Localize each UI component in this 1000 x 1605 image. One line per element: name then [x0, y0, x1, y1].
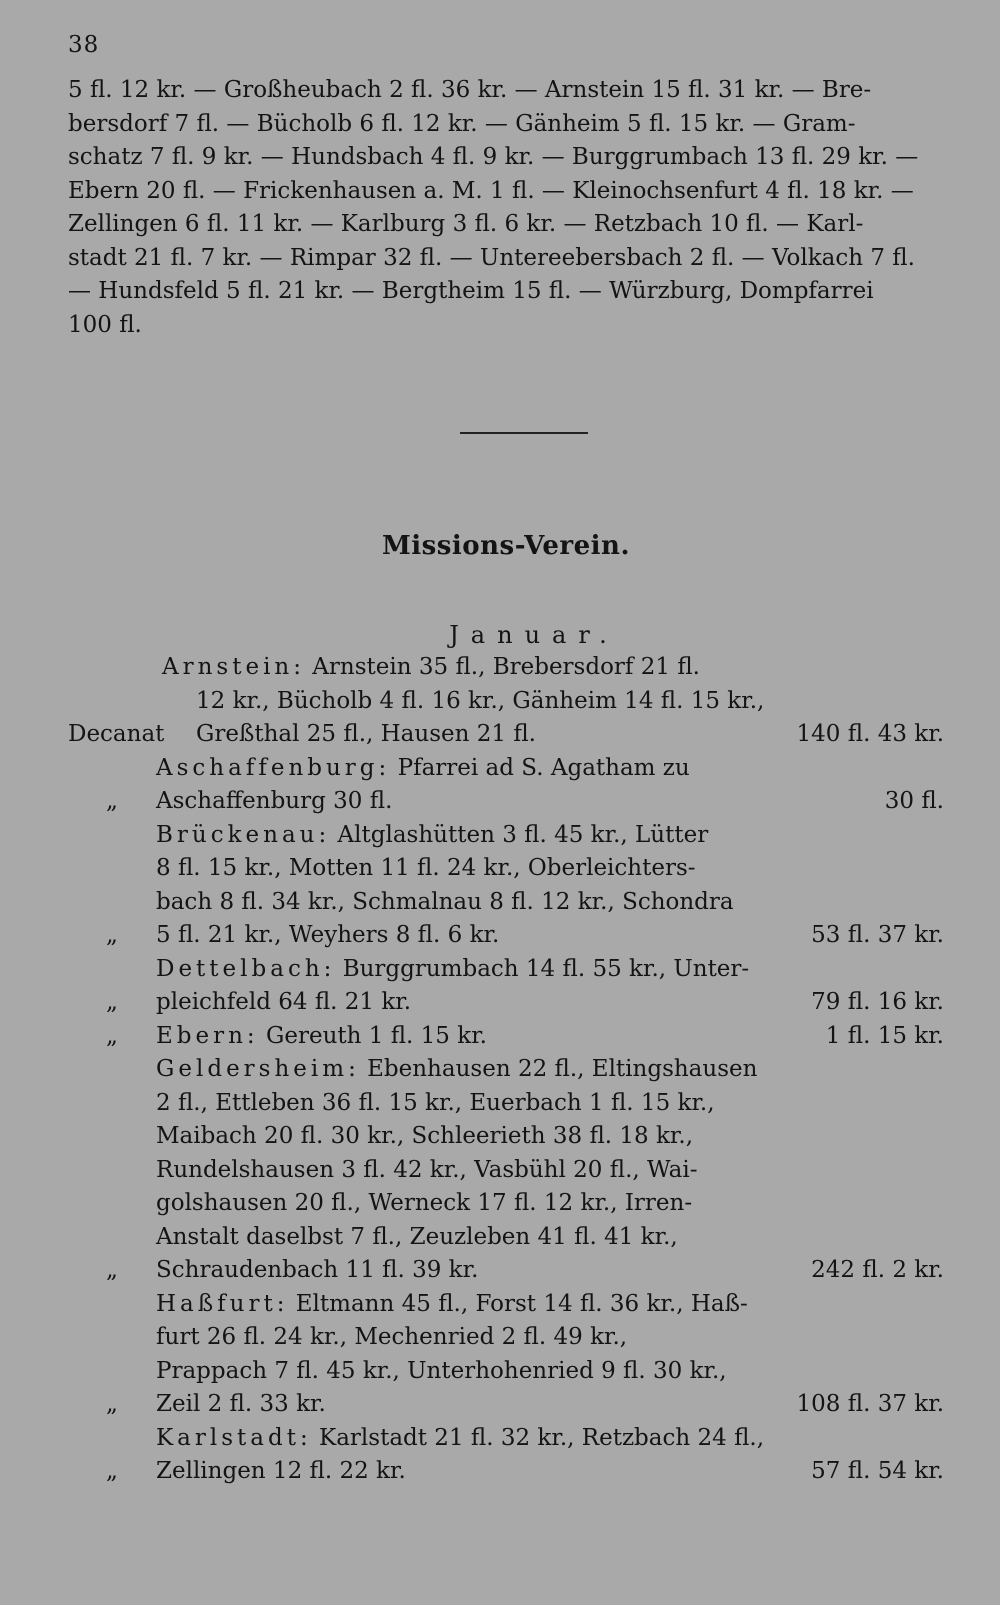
entry-line: 12 kr., Bücholb 4 fl. 16 kr., Gänheim 14 fl. 15 kr.,: [196, 687, 765, 714]
list-item: [68, 1288, 944, 1422]
entry-line: Rundelshausen 3 fl. 42 kr., Vasbühl 20 fl., Wai-: [156, 1156, 698, 1183]
entry-line: Zellingen 12 fl. 22 kr.: [156, 1458, 406, 1484]
entry-text: [156, 1288, 748, 1422]
entry-line: bach 8 fl. 34 kr., Schmalnau 8 fl. 12 kr., Schondra: [156, 888, 734, 915]
entry-line: Burggrumbach 14 fl. 55 kr., Unter-: [335, 955, 750, 982]
entry-line: Ebenhausen 22 fl., Eltingshausen: [359, 1056, 758, 1082]
entry-line: furt 26 fl. 24 kr., Mechenried 2 fl. 49 kr.,: [156, 1324, 628, 1350]
entry-line: golshausen 20 fl., Werneck 17 fl. 12 kr., Irren-: [156, 1190, 693, 1216]
entry-text: [162, 651, 764, 752]
text-line: stadt 21 fl. 7 kr. — Rimpar 32 fl. — Untereebersbach 2 fl. — Volkach 7 fl.: [68, 244, 915, 271]
entry-name: Ebern:: [156, 1022, 259, 1049]
entry-line: Anstalt daselbst 7 fl., Zeuzleben 41 fl. 41 kr.,: [156, 1223, 678, 1250]
entry-line: Eltmann 45 fl., Forst 14 fl. 36 kr., Haß-: [288, 1290, 748, 1317]
entry-line: Maibach 20 fl. 30 kr., Schleerieth 38 fl. 18 kr.,: [156, 1123, 694, 1149]
entry-line: Prappach 7 fl. 45 kr., Unterhohenried 9 fl. 30 kr.,: [156, 1357, 727, 1384]
entry-prefix: „: [106, 1458, 118, 1484]
entry-line: pleichfeld 64 fl. 21 kr.: [156, 989, 412, 1015]
entry-amount: 79 fl. 16 kr.: [811, 989, 944, 1015]
text-line: Ebern 20 fl. — Frickenhausen a. M. 1 fl. — Kleinochsenfurt 4 fl. 18 kr. —: [68, 177, 914, 204]
entry-name: Haßfurt:: [156, 1290, 289, 1317]
entry-amount: 1 fl. 15 kr.: [825, 1022, 944, 1049]
text-line: Zellingen 6 fl. 11 kr. — Karlburg 3 fl. 6 kr. — Retzbach 10 fl. — Karl-: [68, 211, 864, 237]
entry-amount: 242 fl. 2 kr.: [811, 1257, 944, 1283]
entry-prefix: „: [106, 1257, 118, 1283]
entry-prefix: „: [106, 989, 118, 1015]
entry-line: Karlstadt 21 fl. 32 kr., Retzbach 24 fl.,: [311, 1424, 765, 1451]
entry-text: [156, 1053, 757, 1288]
entry-name: Arnstein:: [162, 654, 305, 680]
entry-line: Aschaffenburg 30 fl.: [156, 788, 393, 814]
donation-list: [68, 651, 944, 1489]
section-divider: [460, 432, 588, 434]
entry-line: 2 fl., Ettleben 36 fl. 15 kr., Euerbach 1 fl. 15 kr.,: [156, 1089, 715, 1116]
entry-prefix: „: [106, 788, 118, 814]
entry-name: Aschaffenburg:: [156, 754, 391, 781]
text-line: bersdorf 7 fl. — Bücholb 6 fl. 12 kr. — Gänheim 5 fl. 15 kr. — Gram-: [68, 110, 856, 137]
entry-line: Altglashütten 3 fl. 45 kr., Lütter: [330, 821, 709, 848]
entry-text: [156, 1422, 764, 1489]
entry-line: Greßthal 25 fl., Hausen 21 fl.: [196, 721, 536, 747]
entry-amount: 30 fl.: [884, 788, 944, 814]
entry-prefix: „: [106, 1391, 118, 1417]
list-item: [68, 1020, 944, 1054]
text-line: 5 fl. 12 kr. — Großheubach 2 fl. 36 kr. — Arnstein 15 fl. 31 kr. — Bre-: [68, 77, 872, 103]
list-item: [68, 1053, 944, 1288]
list-item: [68, 651, 944, 752]
entry-text: [156, 1020, 487, 1054]
list-item: [68, 953, 944, 1020]
entry-line: Pfarrei ad S. Agatham zu: [390, 754, 690, 781]
previous-section-text: [68, 74, 944, 342]
list-item: [68, 1422, 944, 1489]
entry-name: Geldersheim:: [156, 1056, 360, 1082]
entry-text: [156, 752, 690, 819]
entry-name: Dettelbach:: [156, 955, 336, 982]
entry-text: [156, 953, 749, 1020]
entry-name: Brückenau:: [156, 821, 331, 848]
entry-line: 5 fl. 21 kr., Weyhers 8 fl. 6 kr.: [156, 922, 500, 948]
month-heading: Januar.: [449, 621, 619, 649]
list-item: [68, 819, 944, 953]
entry-line: Arnstein 35 fl., Brebersdorf 21 fl.: [305, 654, 700, 680]
entry-amount: 53 fl. 37 kr.: [811, 922, 944, 948]
entry-line: Gereuth 1 fl. 15 kr.: [258, 1022, 487, 1049]
list-item: [68, 752, 944, 819]
entry-amount: 108 fl. 37 kr.: [796, 1391, 944, 1417]
text-line: 100 fl.: [68, 311, 142, 338]
entry-line: 8 fl. 15 kr., Motten 11 fl. 24 kr., Oberleichters-: [156, 855, 696, 881]
entry-prefix: „: [106, 1022, 118, 1049]
entry-prefix: „: [106, 922, 118, 948]
page-number: 38: [68, 32, 100, 58]
text-line: schatz 7 fl. 9 kr. — Hundsbach 4 fl. 9 kr. — Burggrumbach 13 fl. 29 kr. —: [68, 144, 919, 170]
entry-amount: 57 fl. 54 kr.: [811, 1458, 944, 1484]
entry-name: Karlstadt:: [156, 1424, 312, 1451]
section-title: Missions-Verein.: [382, 531, 630, 561]
text-line: — Hundsfeld 5 fl. 21 kr. — Bergtheim 15 fl. — Würzburg, Dompfarrei: [68, 278, 874, 304]
entry-line: Schraudenbach 11 fl. 39 kr.: [156, 1257, 479, 1283]
entry-prefix: Decanat: [68, 721, 165, 747]
entry-text: [156, 819, 734, 953]
entry-line: Zeil 2 fl. 33 kr.: [156, 1391, 326, 1417]
entry-amount: 140 fl. 43 kr.: [796, 721, 944, 747]
